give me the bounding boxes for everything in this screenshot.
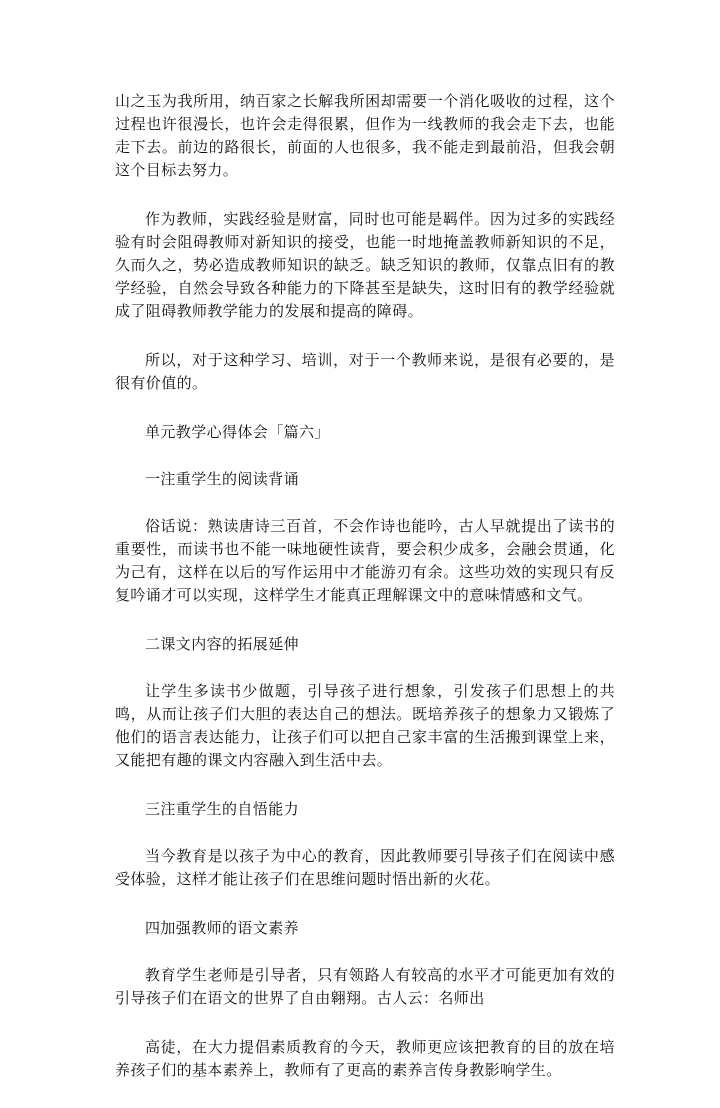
paragraph-7: 教育学生老师是引导者，只有领路人有较高的水平才可能更加有效的引导孩子们在语文的世界了自由翱翔。古人云：名师出 bbox=[115, 966, 615, 1007]
paragraph-3: 所以，对于这种学习、培训，对于一个教师来说，是很有必要的，是很有价值的。 bbox=[115, 351, 615, 392]
subheading-4: 四加强教师的语文素养 bbox=[145, 919, 300, 937]
paragraph-6: 当今教育是以孩子为中心的教育，因此教师要引导孩子们在阅读中感受体验，这样才能让孩子们在思维问题时悟出新的火花。 bbox=[115, 847, 615, 888]
subheading-2: 二课文内容的拓展延伸 bbox=[145, 635, 300, 653]
section-title: 单元教学心得体会「篇六」 bbox=[145, 423, 330, 441]
subheading-3: 三注重学生的自悟能力 bbox=[145, 800, 300, 818]
paragraph-5: 让学生多读书少做题，引导孩子进行想象，引发孩子们思想上的共鸣，从而让孩子们大胆的表达自己的想法。既培养孩子的想象力又锻炼了他们的语言表达能力，让孩子们可以把自己家丰富的生活搬到课堂上来，又能把有趣的课文内容融入到生活中去。 bbox=[115, 682, 615, 769]
paragraph-2: 作为教师，实践经验是财富，同时也可能是羁伴。因为过多的实践经验有时会阻碍教师对新知识的接受，也能一时地掩盖教师新知识的不足，久而久之，势必造成教师知识的缺乏。缺乏知识的教师，仅靠点旧有的教学经验，自然会导致各种能力的下降甚至是缺失，这时旧有的教学经验就成了阻碍教师教学能力的发展和提高的障碍。 bbox=[115, 210, 615, 320]
subheading-1: 一注重学生的阅读背诵 bbox=[145, 470, 300, 488]
paragraph-1: 山之玉为我所用，纳百家之长解我所困却需要一个消化吸收的过程，这个过程也许很漫长，也许会走得很累，但作为一线教师的我会走下去，也能走下去。前边的路很长，前面的人也很多，我不能走到最前沿，但我会朝这个目标去努力。 bbox=[115, 92, 615, 179]
paragraph-4: 俗话说：熟读唐诗三百首，不会作诗也能吟，古人早就提出了读书的重要性，而读书也不能一味地硬性读背，要会积少成多，会融会贯通，化为己有，这样在以后的写作运用中才能游刃有余。这些功效的实现只有反复吟诵才可以实现，这样学生才能真正理解课文中的意味情感和文气。 bbox=[115, 517, 615, 604]
document-page bbox=[115, 90, 615, 1108]
paragraph-8: 高徒，在大力提倡素质教育的今天，教师更应该把教育的目的放在培养孩子们的基本素养上，教师有了更高的素养言传身教影响学生。 bbox=[115, 1038, 615, 1079]
